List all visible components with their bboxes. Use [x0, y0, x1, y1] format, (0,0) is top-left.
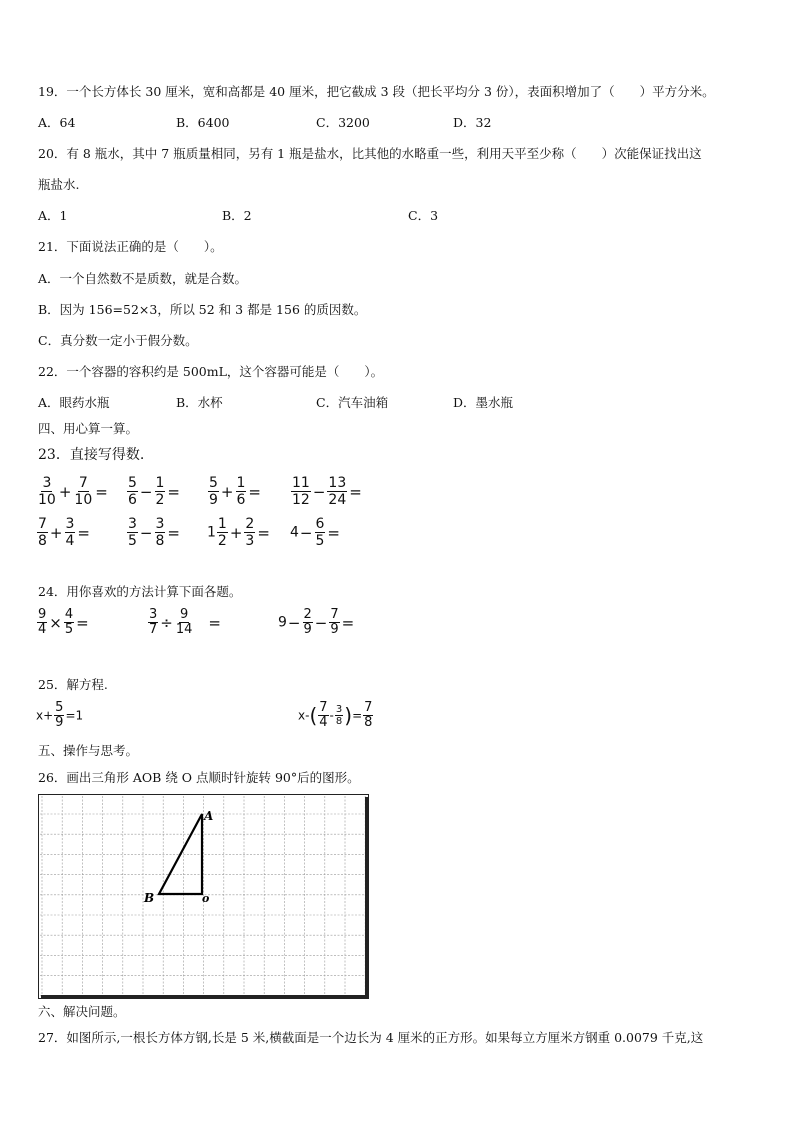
q22-option-a: A．眼药水瓶 — [38, 395, 110, 410]
q19-option-b: B．6400 — [176, 115, 230, 130]
point-b-label: B — [144, 891, 155, 905]
q20-stem-line2: 瓶盐水. — [38, 177, 80, 192]
q21-option-c: C．真分数一定小于假分数。 — [38, 333, 198, 348]
q20-option-b: B．2 — [222, 208, 252, 223]
q24-expr-2: $\frac{3}{7}$ ÷ $\frac{9}{14}$ = — [149, 607, 221, 637]
section-6-heading: 六、解决问题。 — [38, 1004, 126, 1019]
q20-option-a: A．1 — [38, 208, 68, 223]
q20-option-c: C．3 — [408, 208, 439, 223]
point-a-label: A — [204, 809, 214, 823]
q23-stem: 23．直接写得数. — [38, 447, 145, 463]
q19-option-c: C．3200 — [316, 115, 370, 130]
q20-stem-line1: 20．有 8 瓶水，其中 7 瓶质量相同，另有 1 瓶是盐水，比其他的水略重一些，利用天平至少称（ ）次能保证找出这 — [38, 146, 702, 161]
q26-stem: 26．画出三角形 AOB 绕 O 点顺时针旋转 90°后的图形。 — [38, 770, 360, 785]
q23-expr-4: $\frac{11}{12}$ − $\frac{13}{24}$ = — [292, 475, 362, 508]
q23-expr-2: $\frac{5}{6}$ − $\frac{1}{2}$ = — [128, 475, 180, 508]
q24-expr-3: 9− $\frac{2}{9}$ − $\frac{7}{9}$ = — [278, 607, 355, 637]
q22-option-d: D．墨水瓶 — [453, 395, 514, 410]
point-o-label: o — [202, 892, 210, 905]
q26-grid-figure — [38, 794, 369, 999]
q24-expr-1: $\frac{9}{4}$ × $\frac{4}{5}$ = — [38, 607, 89, 637]
q19-stem: 19．一个长方体长 30 厘米，宽和高都是 40 厘米，把它截成 3 段（把长平均分 3 份），表面积增加了（ ）平方分米。 — [38, 84, 715, 99]
q23-expr-8: 4− $\frac{6}{5}$ = — [290, 516, 340, 549]
q25-equation-2: x-( $\frac{7}{4}$ - $\frac{3}{8}$ )= $\frac{7}{8}$ — [298, 700, 373, 730]
q21-stem: 21．下面说法正确的是（ ）。 — [38, 239, 223, 254]
section-5-heading: 五、操作与思考。 — [38, 743, 139, 758]
q19-option-d: D．32 — [453, 115, 492, 130]
q22-option-c: C．汽车油箱 — [316, 395, 389, 410]
q23-expr-1: $\frac{3}{10}$ + $\frac{7}{10}$ = — [38, 475, 108, 508]
q21-option-a: A．一个自然数不是质数，就是合数。 — [38, 271, 248, 286]
q21-option-b: B．因为 156=52×3，所以 52 和 3 都是 156 的质因数。 — [38, 302, 367, 317]
q22-stem: 22．一个容器的容积约是 500mL，这个容器可能是（ ）。 — [38, 364, 384, 379]
q23-expr-3: $\frac{5}{9}$ + $\frac{1}{6}$ = — [209, 475, 261, 508]
q23-expr-5: $\frac{7}{8}$ + $\frac{3}{4}$ = — [38, 516, 90, 549]
q25-stem: 25．解方程. — [38, 677, 108, 692]
q22-option-b: B．水杯 — [176, 395, 223, 410]
q24-stem: 24．用你喜欢的方法计算下面各题。 — [38, 584, 242, 599]
section-4-heading: 四、用心算一算。 — [38, 421, 139, 436]
q23-expr-6: $\frac{3}{5}$ − $\frac{3}{8}$ = — [128, 516, 180, 549]
q23-expr-7: 1 $\frac{1}{2}$ + $\frac{2}{3}$ = — [207, 516, 270, 549]
q25-equation-1: x+ $\frac{5}{9}$ =1 — [36, 700, 84, 730]
q19-option-a: A．64 — [38, 115, 76, 130]
q27-stem: 27．如图所示,一根长方体方钢,长是 5 米,横截面是一个边长为 4 厘米的正方形。如果每立方厘米方钢重 0.0079 千克,这 — [38, 1030, 704, 1045]
